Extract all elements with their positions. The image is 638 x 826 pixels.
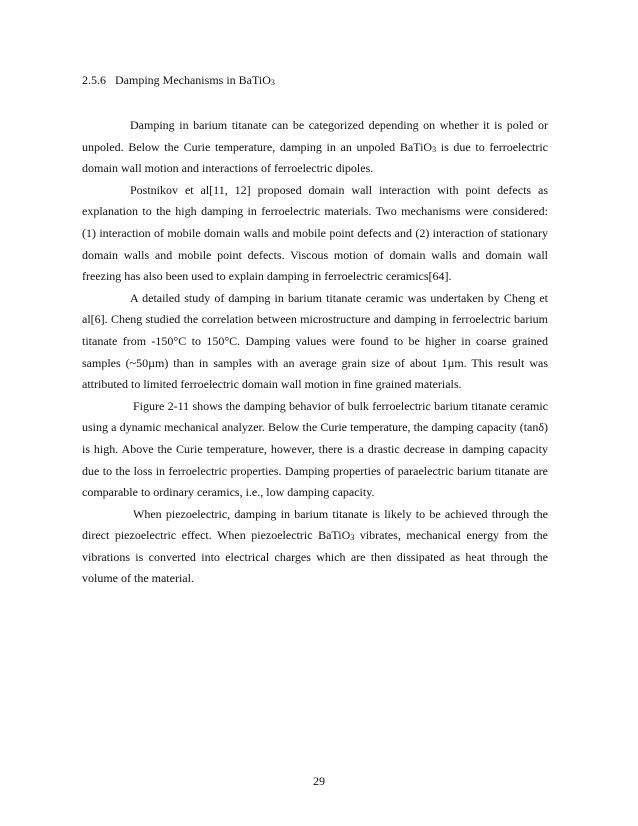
paragraph-5-text-b: vibrates, mechanical energy from the vibrations is converted into electrical charges which are then dissipated as heat through the volume of the material. (82, 528, 548, 586)
section-number: 2.5.6 (82, 73, 106, 87)
section-title-subscript: 3 (270, 78, 275, 87)
paragraph-1-subscript: 3 (432, 144, 437, 154)
page-number: 29 (313, 774, 325, 788)
paragraph-2: Postnikov et al[11, 12] proposed domain wall interaction with point defects as explanation to the high damping in ferroelectric materials. Two mechanisms were considered: (1) interaction of mobile domain walls and mobile point defects and (2) interaction of stationary domain walls and mobile point defects. Viscous motion of domain walls and domain wall freezing has also been used to explain damping in ferroelectric ceramics[64]. (82, 182, 548, 284)
paragraph-1-text-a: Damping in barium titanate can be categorized depending on whether it is poled or unpoled. Below the Curie temperature, damping in an unpoled BaTiO (82, 118, 548, 154)
section-heading (82, 72, 275, 88)
section-title (115, 73, 275, 87)
body-text (82, 115, 548, 590)
paragraph-5-text-a: When piezoelectric, damping in barium titanate is likely to be achieved through the direct piezoelectric effect. When piezoelectric BaTiO (82, 506, 548, 543)
section-title-text: Damping Mechanisms in BaTiO (115, 73, 271, 87)
paragraph-1 (82, 115, 548, 180)
paragraph-5-subscript: 3 (350, 533, 355, 543)
paragraph-1-text-b: is due to ferroelectric domain wall motion and interactions of ferroelectric dipoles. (82, 139, 549, 176)
paragraph-4: Figure 2-11 shows the damping behavior of bulk ferroelectric barium titanate ceramic using a dynamic mechanical analyzer. Below the Curie temperature, the damping capacity (tanδ) is high. Above the Curie temperature, however, there is a drastic decrease in damping capacity due to the loss in ferroelectric properties. Damping properties of paraelectric barium titanate are comparable to ordinary ceramics, i.e., low damping capacity. (82, 398, 548, 500)
paragraph-5 (82, 504, 548, 590)
paragraph-3: A detailed study of damping in barium titanate ceramic was undertaken by Cheng et al[6]. Cheng studied the correlation between microstructure and damping in ferroelectric barium titanate from -150°C to 150°C. Damping values were found to be higher in coarse grained samples (~50µm) than in samples with an average grain size of about 1µm. This result was attributed to limited ferroelectric domain wall motion in fine grained materials. (82, 290, 548, 392)
